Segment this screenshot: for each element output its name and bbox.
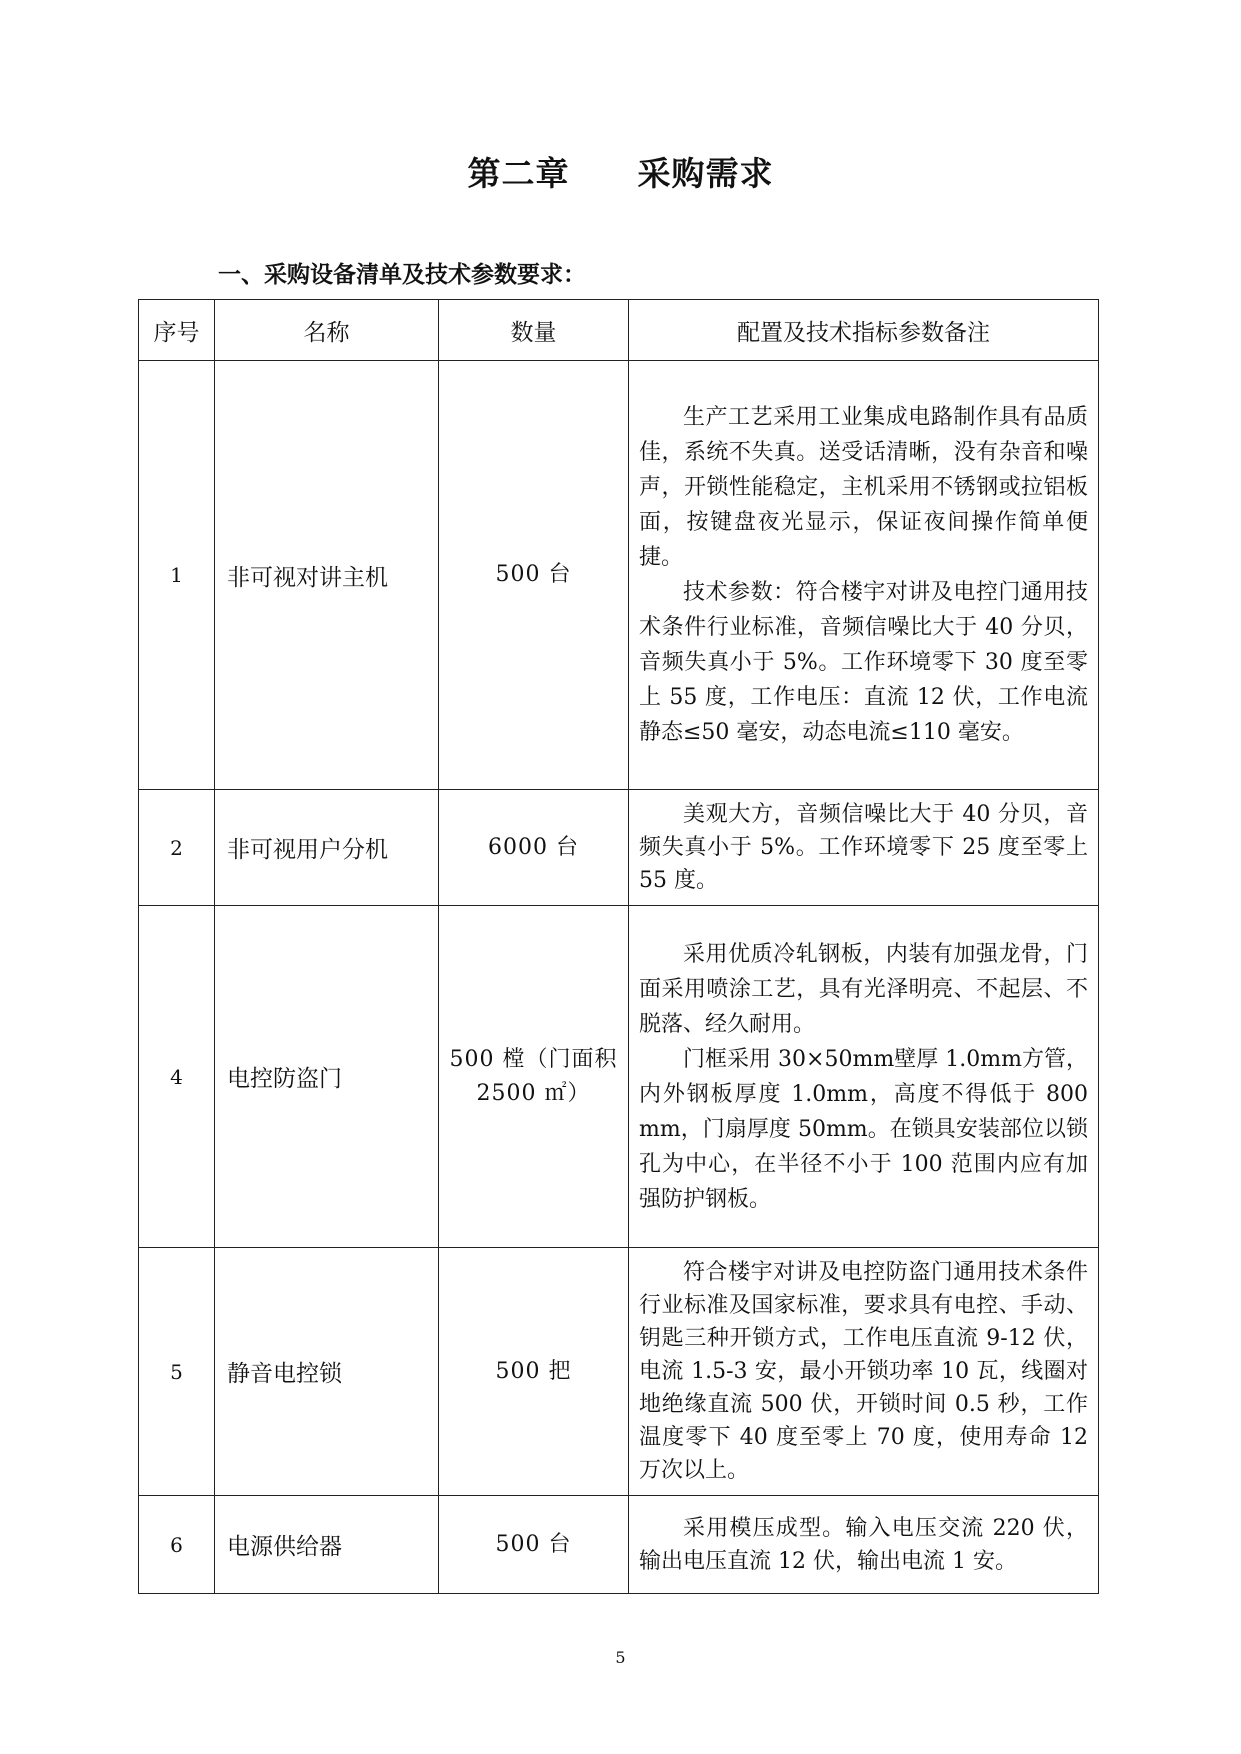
row-spec — [629, 361, 1099, 790]
spec-paragraph: 技术参数：符合楼宇对讲及电控门通用技术条件行业标准，音频信噪比大于 40 分贝，音频失真小于 5%。工作环境零下 30 度至零上 55 度，工作电压：直流 12 伏，工作电流静态≤50 毫安，动态电流≤110 毫安。 — [639, 580, 1088, 745]
spec-paragraph: 美观大方，音频信噪比大于 40 分贝，音频失真小于 5%。工作环境零下 25 度至零上 55 度。 — [639, 802, 1088, 893]
row-qty: 500 把 — [439, 1248, 629, 1496]
table-row — [139, 1248, 1099, 1496]
row-qty: 500 台 — [439, 361, 629, 790]
row-name: 静音电控锁 — [215, 1248, 439, 1496]
row-no: 5 — [139, 1248, 215, 1496]
table-row — [139, 906, 1099, 1248]
header-no: 序号 — [139, 300, 215, 361]
page-number: 5 — [615, 1648, 626, 1667]
row-qty: 500 樘（门面积 2500 ㎡） — [439, 906, 629, 1248]
row-name: 非可视用户分机 — [215, 790, 439, 906]
section-heading: 一、采购设备清单及技术参数要求： — [218, 262, 586, 288]
table-row — [139, 361, 1099, 790]
procurement-table — [138, 299, 1099, 1594]
row-name: 非可视对讲主机 — [215, 361, 439, 790]
spec-paragraph: 符合楼宇对讲及电控防盗门通用技术条件行业标准及国家标准，要求具有电控、手动、钥匙三种开锁方式，工作电压直流 9-12 伏，电流 1.5-3 安，最小开锁功率 10 瓦，线圈对地绝缘直流 500 伏，开锁时间 0.5 秒，工作温度零下 40 度至零上 70 度，使用寿命 12 万次以上。 — [639, 1260, 1088, 1483]
row-qty: 500 台 — [439, 1496, 629, 1594]
header-qty: 数量 — [439, 300, 629, 361]
row-spec — [629, 1496, 1099, 1594]
chapter-title: 第二章 采购需求 — [467, 154, 774, 193]
spec-paragraph: 采用模压成型。输入电压交流 220 伏，输出电压直流 12 伏，输出电流 1 安。 — [639, 1515, 1088, 1574]
spec-paragraph: 生产工艺采用工业集成电路制作具有品质佳，系统不失真。送受话清晰，没有杂音和噪声，开锁性能稳定，主机采用不锈钢或拉铝板面，按键盘夜光显示，保证夜间操作简单便捷。 — [639, 405, 1088, 570]
spec-paragraph: 采用优质冷轧钢板，内装有加强龙骨，门面采用喷涂工艺，具有光泽明亮、不起层、不脱落、经久耐用。 — [639, 941, 1088, 1037]
table-header-row — [139, 300, 1099, 361]
row-no: 6 — [139, 1496, 215, 1594]
table-row — [139, 790, 1099, 906]
row-spec — [629, 790, 1099, 906]
row-no: 2 — [139, 790, 215, 906]
row-qty: 6000 台 — [439, 790, 629, 906]
header-spec: 配置及技术指标参数备注 — [629, 300, 1099, 361]
header-name: 名称 — [215, 300, 439, 361]
row-spec — [629, 1248, 1099, 1496]
row-name: 电源供给器 — [215, 1496, 439, 1594]
row-no: 4 — [139, 906, 215, 1248]
spec-paragraph: 门框采用 30×50mm壁厚 1.0mm方管，内外钢板厚度 1.0mm，高度不得低于 800 mm，门扇厚度 50mm。在锁具安装部位以锁孔为中心，在半径不小于 100 范围内应有加强防护钢板。 — [639, 1046, 1088, 1212]
row-no: 1 — [139, 361, 215, 790]
row-spec — [629, 906, 1099, 1248]
table-row — [139, 1496, 1099, 1594]
row-name: 电控防盗门 — [215, 906, 439, 1248]
